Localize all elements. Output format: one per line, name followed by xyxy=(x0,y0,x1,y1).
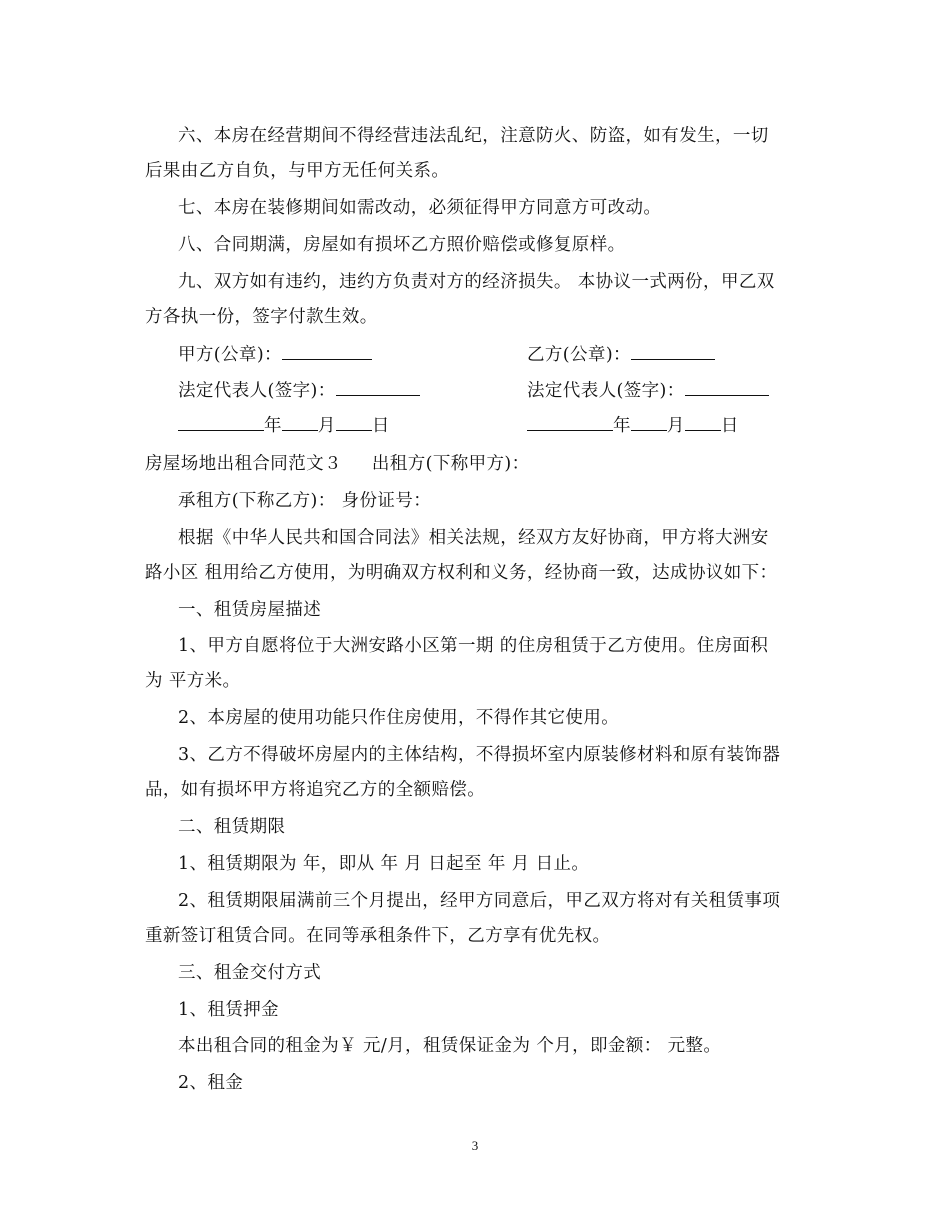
section-3-item-1-detail: 本出租合同的租金为￥ 元/月，租赁保证金为 个月，即金额： 元整。 xyxy=(178,1036,722,1056)
party-b-month-blank[interactable] xyxy=(631,414,667,431)
section-2-title: 二、租赁期限 xyxy=(178,817,286,837)
section-3-item-2: 2、租金 xyxy=(178,1073,244,1093)
section-2-item-1: 1、租赁期限为 年，即从 年 月 日起至 年 月 日止。 xyxy=(178,854,590,874)
party-b-rep-blank[interactable] xyxy=(685,379,769,396)
lessee-line: 承租方(下称乙方)： 身份证号： xyxy=(178,491,432,511)
party-b-rep-label: 法定代表人(签字)： xyxy=(527,381,685,401)
section-3-item-1: 1、租赁押金 xyxy=(178,1000,280,1020)
section-1-item-3-line-1: 3、乙方不得破坏房屋内的主体结构，不得损坏室内原装修材料和原有装饰器 xyxy=(178,745,781,765)
clause-7: 七、本房在装修期间如需改动，必须征得甲方同意方可改动。 xyxy=(178,198,662,218)
party-b-day-blank[interactable] xyxy=(685,414,721,431)
clause-6-line-2: 后果由乙方自负，与甲方无任何关系。 xyxy=(145,161,450,181)
contract-3-heading: 房屋场地出租合同范文３ xyxy=(145,454,342,474)
page-number: 3 xyxy=(471,1138,479,1153)
party-a-representative xyxy=(178,377,420,402)
clause-6-line-1: 六、本房在经营期间不得经营违法乱纪，注意防火、防盗，如有发生，一切 xyxy=(178,126,769,146)
clause-8: 八、合同期满，房屋如有损坏乙方照价赔偿或修复原样。 xyxy=(178,235,626,255)
section-1-item-2: 2、本房屋的使用功能只作住房使用，不得作其它使用。 xyxy=(178,708,620,728)
section-3-title: 三、租金交付方式 xyxy=(178,963,322,983)
section-2-item-2-line-1: 2、租赁期限届满前三个月提出，经甲方同意后，甲乙双方将对有关租赁事项 xyxy=(178,891,781,911)
party-a-date xyxy=(178,412,390,437)
lessor-label: 出租方(下称甲方)： xyxy=(371,454,530,474)
intro-line-1: 根据《中华人民共和国合同法》相关法规，经双方友好协商，甲方将大洲安 xyxy=(178,528,769,548)
party-b-seal xyxy=(527,341,715,366)
month-label: 月 xyxy=(317,416,336,436)
year-label: 年 xyxy=(613,416,631,436)
party-a-seal xyxy=(178,341,372,366)
party-a-day-blank[interactable] xyxy=(336,414,372,431)
party-b-representative xyxy=(527,377,769,402)
month-label: 月 xyxy=(666,416,685,436)
section-1-item-3-line-2: 品，如有损坏甲方将追究乙方的全额赔偿。 xyxy=(145,780,486,800)
party-a-rep-blank[interactable] xyxy=(336,379,420,396)
party-b-seal-label: 乙方(公章)： xyxy=(527,345,631,365)
day-label: 日 xyxy=(720,416,739,436)
intro-line-2: 路小区 租用给乙方使用，为明确双方权利和义务，经协商一致，达成协议如下： xyxy=(145,563,778,583)
party-a-seal-label: 甲方(公章)： xyxy=(178,345,282,365)
party-b-date xyxy=(527,412,739,437)
contract-3-heading-line xyxy=(145,450,530,475)
clause-9-line-2: 方各执一份，签字付款生效。 xyxy=(145,307,378,327)
section-1-item-1-line-2: 为 平方米。 xyxy=(145,671,241,691)
party-b-seal-blank[interactable] xyxy=(631,343,715,360)
clause-9-line-1: 九、双方如有违约，违约方负责对方的经济损失。 本协议一式两份，甲乙双 xyxy=(178,272,775,292)
party-a-year-blank[interactable] xyxy=(178,414,264,431)
party-a-month-blank[interactable] xyxy=(282,414,318,431)
party-a-rep-label: 法定代表人(签字)： xyxy=(178,381,336,401)
party-b-year-blank[interactable] xyxy=(527,414,613,431)
year-label: 年 xyxy=(264,416,282,436)
party-a-seal-blank[interactable] xyxy=(282,343,372,360)
section-1-title: 一、租赁房屋描述 xyxy=(178,600,322,620)
day-label: 日 xyxy=(371,416,390,436)
section-2-item-2-line-2: 重新签订租赁合同。在同等承租条件下，乙方享有优先权。 xyxy=(145,926,611,946)
section-1-item-1-line-1: 1、甲方自愿将位于大洲安路小区第一期 的住房租赁于乙方使用。住房面积 xyxy=(178,636,769,656)
